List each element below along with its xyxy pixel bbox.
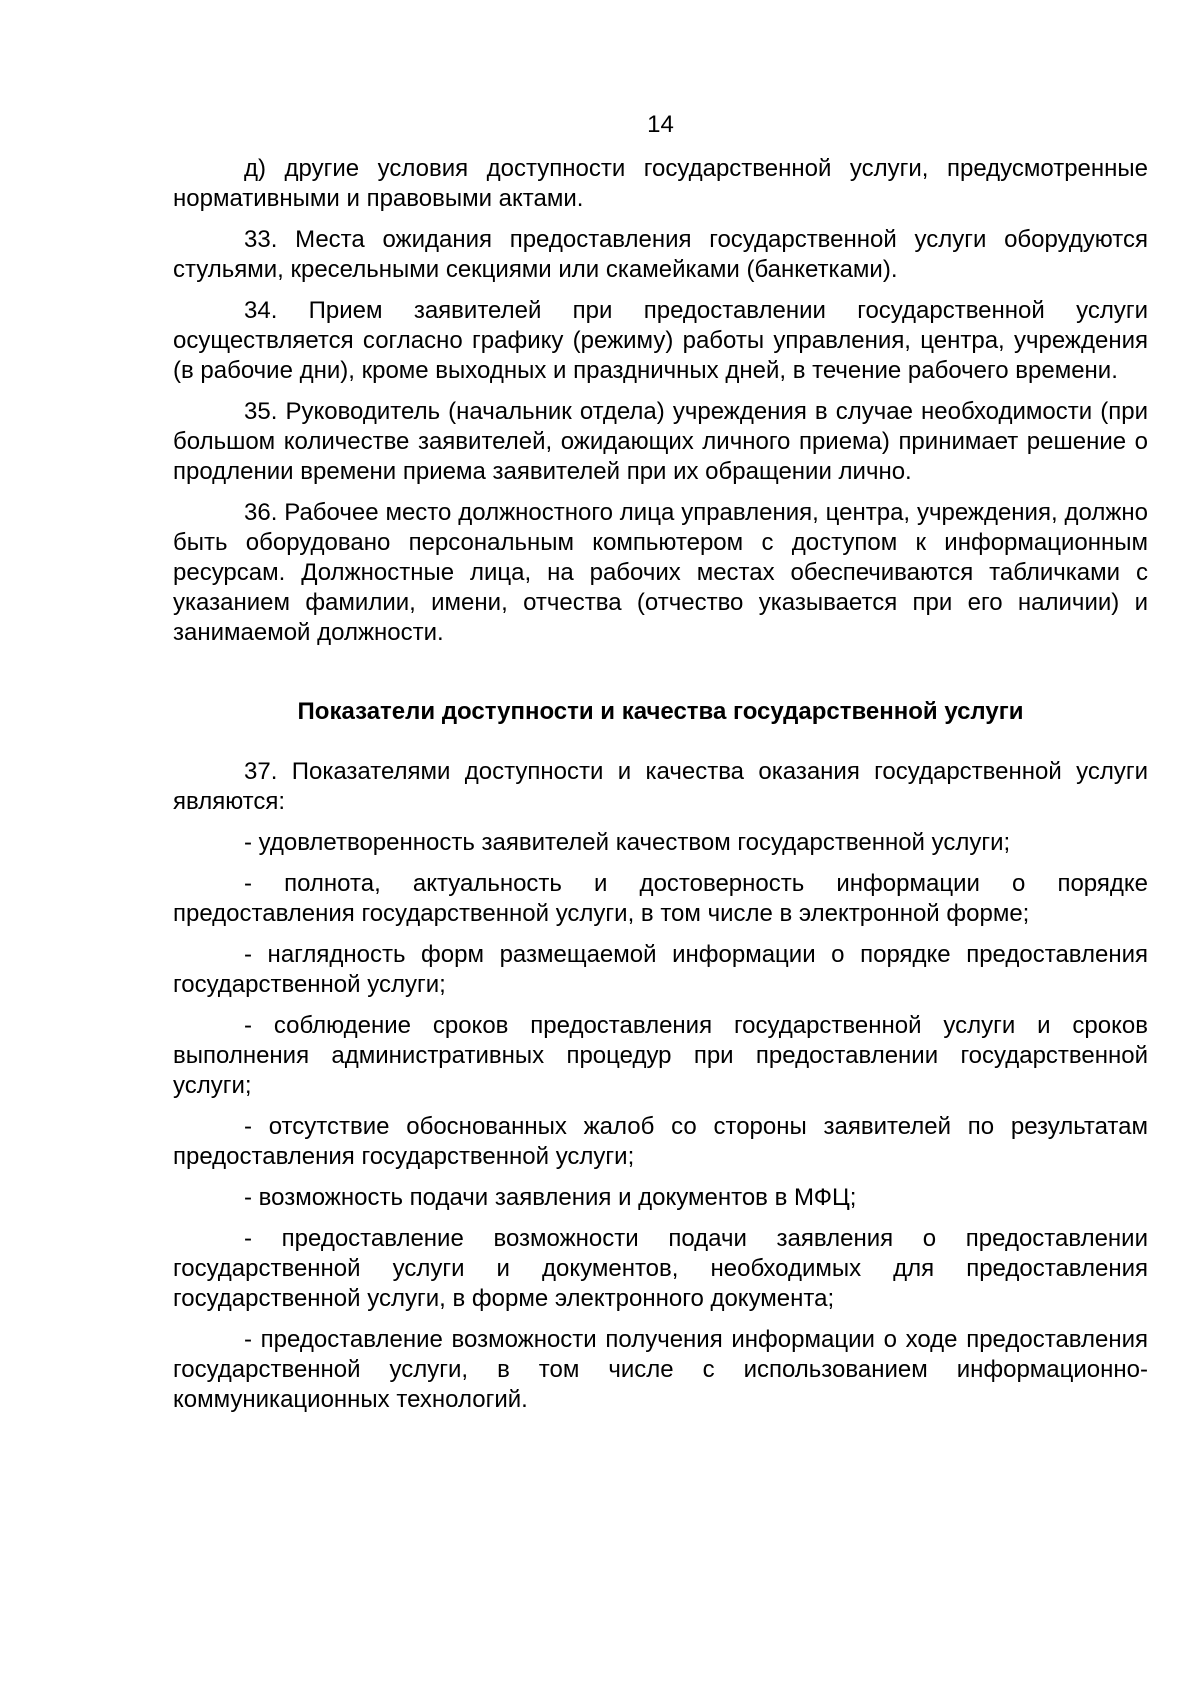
document-page <box>173 110 1148 1426</box>
paragraph-d-other-conditions: д) другие условия доступности государственной услуги, предусмотренные нормативными и правовыми актами. <box>173 155 1148 212</box>
paragraph-37: 37. Показателями доступности и качества оказания государственной услуги являются: <box>173 758 1148 815</box>
list-item-no-complaints: - отсутствие обоснованных жалоб со стороны заявителей по результатам предоставления государственной услуги; <box>173 1113 1148 1170</box>
paragraph-33: 33. Места ожидания предоставления государственной услуги оборудуются стульями, кресельными секциями или скамейками (банкетками). <box>173 226 1148 283</box>
list-item-satisfaction: - удовлетворенность заявителей качеством государственной услуги; <box>244 829 1011 856</box>
section-title: Показатели доступности и качества государственной услуги <box>297 698 1024 725</box>
list-item-mfc-submission: - возможность подачи заявления и документов в МФЦ; <box>244 1184 857 1211</box>
list-item-information-completeness: - полнота, актуальность и достоверность информации о порядке предоставления государственной услуги, в том числе в электронной форме; <box>173 870 1148 927</box>
list-item-deadlines: - соблюдение сроков предоставления государственной услуги и сроков выполнения административных процедур при предоставлении государственной услуги; <box>173 1012 1148 1099</box>
list-item-electronic-submission: - предоставление возможности подачи заявления о предоставлении государственной услуги и документов, необходимых для предоставления государственной услуги, в форме электронного документа; <box>173 1225 1148 1312</box>
paragraph-34: 34. Прием заявителей при предоставлении государственной услуги осуществляется согласно графику (режиму) работы управления, центра, учреждения (в рабочие дни), кроме выходных и праздничных дней, в течение рабочего времени. <box>173 297 1148 384</box>
list-item-forms-visibility: - наглядность форм размещаемой информации о порядке предоставления государственной услуги; <box>173 941 1148 998</box>
paragraph-35: 35. Руководитель (начальник отдела) учреждения в случае необходимости (при большом количестве заявителей, ожидающих личного приема) принимает решение о продлении времени приема заявителей при их обращении лично. <box>173 398 1148 485</box>
list-item-progress-information: - предоставление возможности получения информации о ходе предоставления государственной услуги, в том числе с использованием информационно-коммуникационных технологий. <box>173 1326 1148 1413</box>
page-number: 14 <box>647 111 674 138</box>
paragraph-36: 36. Рабочее место должностного лица управления, центра, учреждения, должно быть оборудовано персональным компьютером с доступом к информационным ресурсам. Должностные лица, на рабочих местах обеспечиваются табличками с указанием фамилии, имени, отчества (отчество указывается при его наличии) и занимаемой должности. <box>173 499 1148 646</box>
